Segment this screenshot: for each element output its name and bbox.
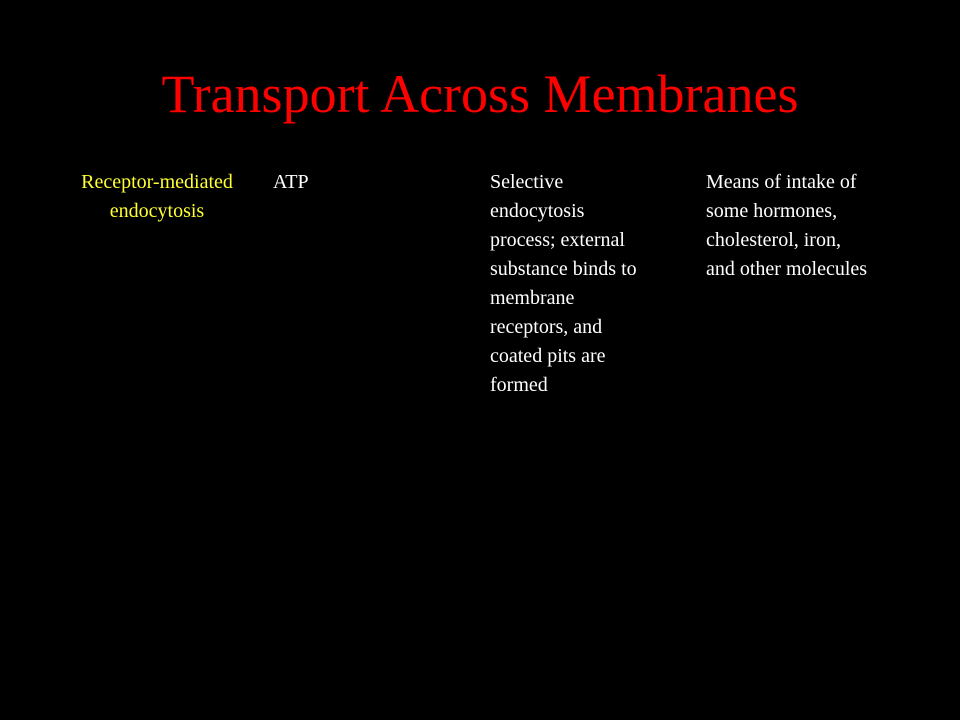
description-line: endocytosis	[490, 200, 585, 222]
description-line: membrane	[490, 287, 575, 309]
process-name-line: Receptor-mediated	[81, 171, 233, 193]
example-cell	[706, 168, 916, 284]
description-cell	[490, 168, 686, 400]
energy-source-line: ATP	[273, 171, 309, 193]
example-line: Means of intake of	[706, 171, 857, 193]
description-line: substance binds to	[490, 258, 637, 280]
description-line: process; external	[490, 229, 625, 251]
description-line: formed	[490, 374, 548, 396]
example-line: and other molecules	[706, 258, 868, 280]
example-line: cholesterol, iron,	[706, 229, 841, 251]
description-line: coated pits are	[490, 345, 606, 367]
process-name-line: endocytosis	[109, 200, 205, 222]
slide-title: Transport Across Membranes	[161, 64, 799, 124]
energy-source-cell	[273, 168, 463, 197]
description-line: Selective	[490, 171, 564, 193]
process-name-cell	[58, 168, 256, 226]
description-line: receptors, and	[490, 316, 603, 338]
example-line: some hormones,	[706, 200, 838, 222]
